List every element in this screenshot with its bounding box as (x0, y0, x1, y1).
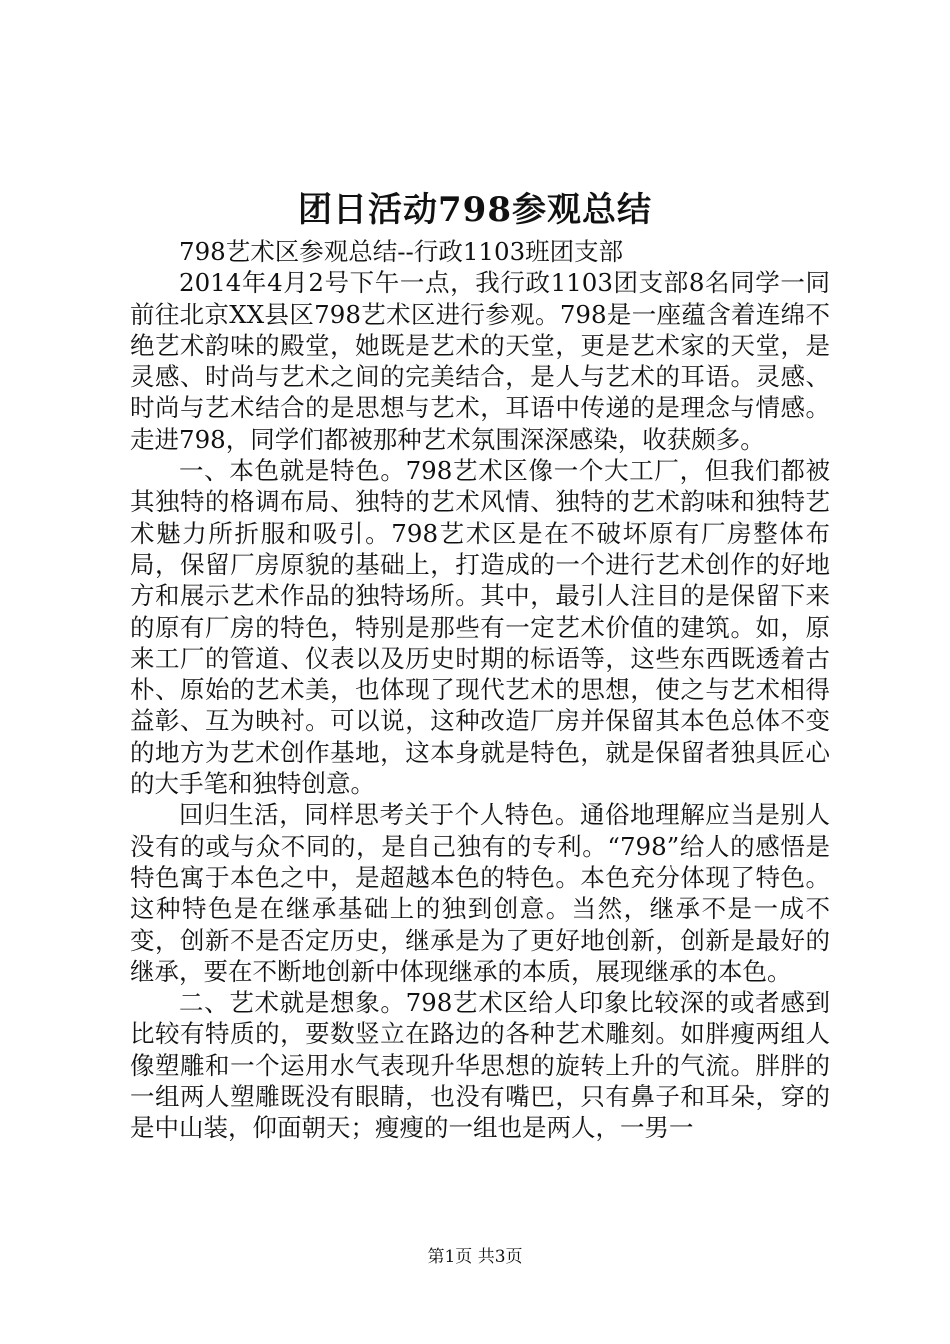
paragraph-section-one: 一、本色就是特色。798艺术区像一个大工厂，但我们都被其独特的格调布局、独特的艺术风情、独特的艺术韵味和独特艺术魅力所折服和吸引。798艺术区是在不破坏原有厂房整体布局，保留厂房原貌的基础上，打造成的一个进行艺术创作的好地方和展示艺术作品的独特场所。其中，最引人注目的是保留下来的原有厂房的特色，特别是那些有一定艺术价值的建筑。如，原来工厂的管道、仪表以及历史时期的标语等，这些东西既透着古朴、原始的艺术美，也体现了现代艺术的思想，使之与艺术相得益彰、互为映衬。可以说，这种改造厂房并保留其本色总体不变的地方为艺术创作基地，这本身就是特色，就是保留者独具匠心的大手笔和独特创意。 (130, 456, 830, 799)
paragraph-section-two: 二、艺术就是想象。798艺术区给人印象比较深的或者感到比较有特质的，要数竖立在路边的各种艺术雕刻。如胖瘦两组人像塑雕和一个运用水气表现升华思想的旋转上升的气流。胖胖的一组两人塑雕既没有眼睛，也没有嘴巴，只有鼻子和耳朵，穿的是中山装，仰面朝天；瘦瘦的一组也是两人，一男一 (130, 988, 830, 1143)
paragraph-reflection: 回归生活，同样思考关于个人特色。通俗地理解应当是别人没有的或与众不同的，是自己独有的专利。“798”给人的感悟是特色寓于本色之中，是超越本色的特色。本色充分体现了特色。这种特色是在继承基础上的独到创意。当然，继承不是一成不变，创新不是否定历史，继承是为了更好地创新，创新是最好的继承，要在不断地创新中体现继承的本质，展现继承的本色。 (130, 800, 830, 986)
paragraph-subtitle: 798艺术区参观总结--行政1103班团支部 (179, 237, 624, 266)
page-footer: 第1页 共3页 (427, 1247, 523, 1267)
paragraph-intro: 2014年4月2号下午一点，我行政1103团支部8名同学一同前往北京XX县区798艺术区进行参观。798是一座蕴含着连绵不绝艺术韵味的殿堂，她既是艺术的天堂，更是艺术家的天堂，是灵感、时尚与艺术之间的完美结合，是人与艺术的耳语。灵感、时尚与艺术结合的是思想与艺术，耳语中传递的是理念与情感。走进798，同学们都被那种艺术氛围深深感染，收获颇多。 (130, 268, 830, 454)
document-body (130, 236, 830, 1144)
document-title: 团日活动798参观总结 (298, 190, 652, 230)
